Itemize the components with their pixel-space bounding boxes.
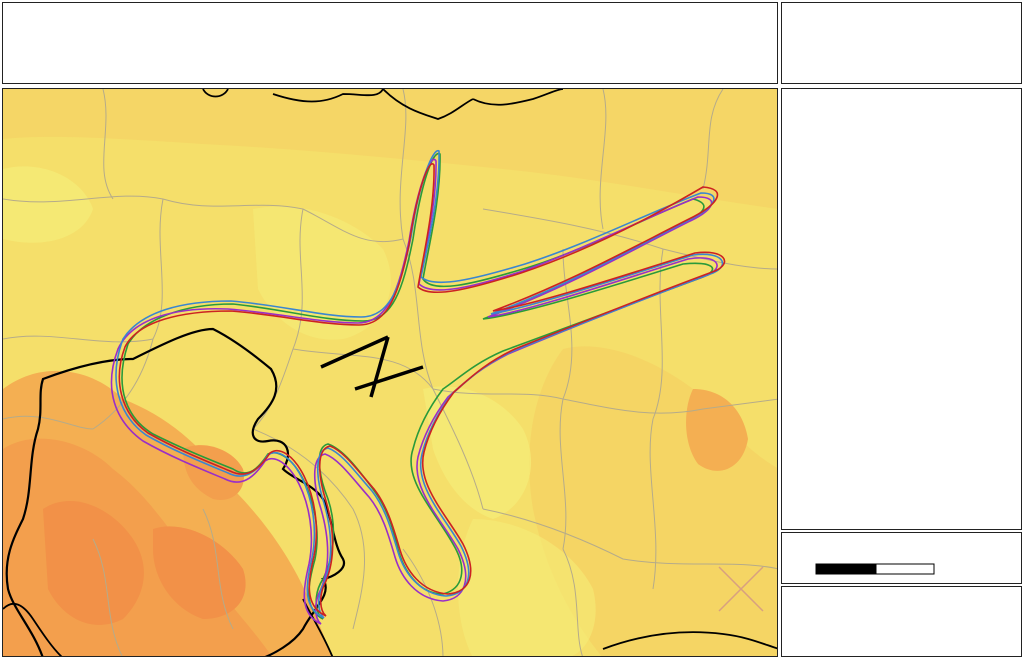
map-canvas[interactable] (3, 89, 778, 657)
title-panel (2, 2, 778, 84)
map-panel[interactable] (2, 88, 778, 657)
credit-panel (781, 586, 1022, 657)
scale-bar (782, 561, 1023, 579)
scale-labels (782, 539, 1023, 557)
scale-bar-panel (781, 532, 1022, 584)
subtitle-panel (781, 2, 1022, 84)
legend-panel (781, 88, 1022, 530)
